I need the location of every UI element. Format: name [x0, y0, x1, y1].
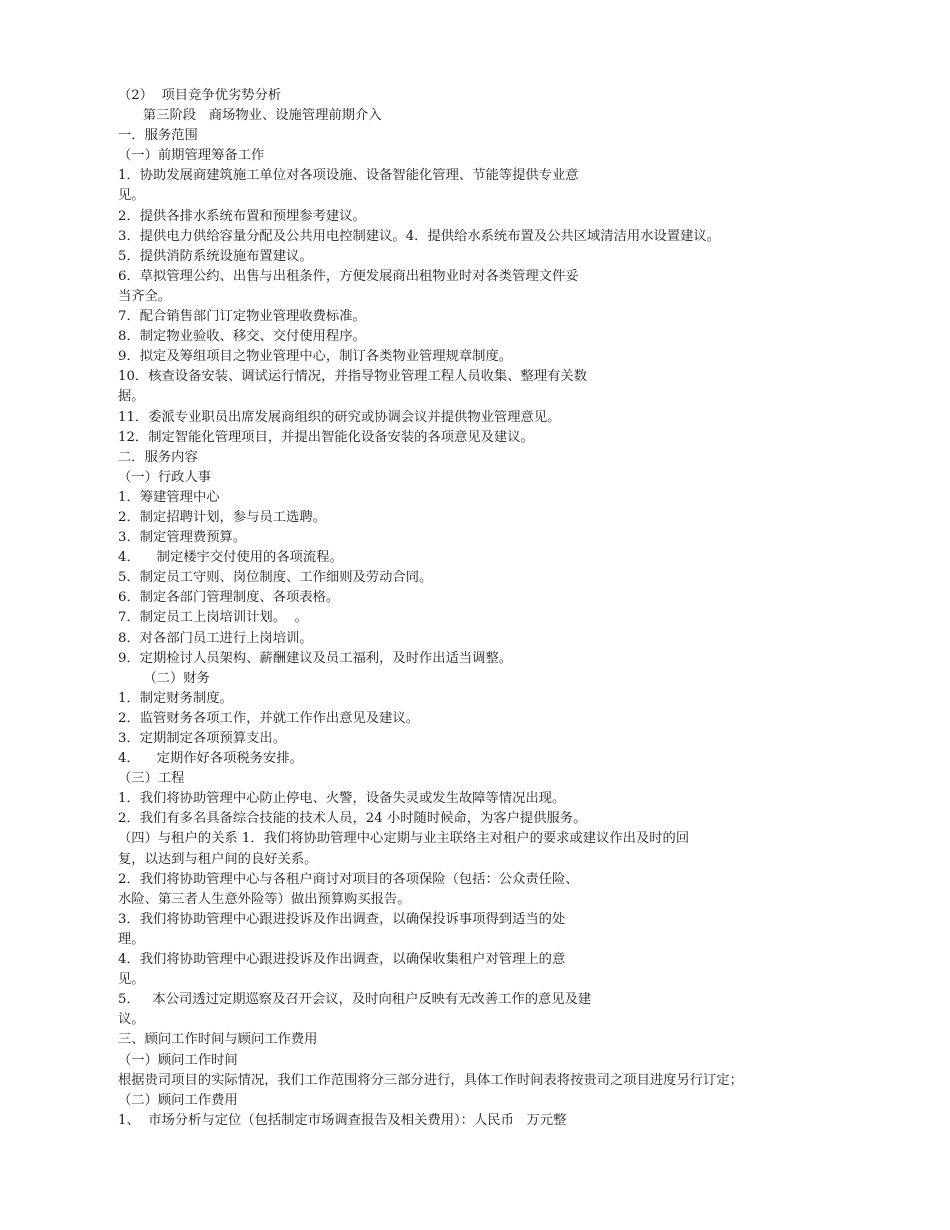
line-subsection-heading: （四）与租户的关系 1．我们将协助管理中心定期与业主联络主对租户的要求或建议作出及时的回: [118, 831, 690, 847]
line-continuation: 理。: [118, 931, 145, 947]
line-list-item: 5．制定员工守则、岗位制度、工作细则及劳动合同。: [118, 570, 433, 586]
line-list-item: 9．拟定及筹组项目之物业管理中心，制订各类物业管理规章制度。: [118, 349, 513, 365]
line-list-item: 1．我们将协助管理中心防止停电、火警，设备失灵或发生故障等情况出现。: [118, 791, 566, 807]
line-list-item: 2．提供各排水系统布置和预埋参考建议。: [118, 208, 366, 224]
line-list-item: 7．配合销售部门订定物业管理收费标准。: [118, 309, 366, 325]
line-list-item: 3．制定管理费预算。: [118, 530, 247, 546]
line-list-item: 3．提供电力供给容量分配及公共用电控制建议。4．提供给水系统布置及公共区域清洁用水设置建议。: [118, 228, 720, 244]
line-subsection-heading: （二）顾问工作费用: [118, 1092, 238, 1108]
line-continuation: 据。: [118, 389, 145, 405]
line-subsection-heading: （一）前期管理筹备工作: [118, 148, 265, 164]
line-list-item: 12．制定智能化管理项目，并提出智能化设备安装的各项意见及建议。: [118, 429, 534, 445]
line-paragraph: 根据贵司项目的实际情况，我们工作范围将分三部分进行，具体工作时间表将按贵司之项目进度另行订定；: [118, 1072, 743, 1088]
line-continuation: 水险、第三者人生意外险等）做出预算购买报告。: [118, 891, 411, 907]
line-list-item: 10．核查设备安装、调试运行情况，并指导物业管理工程人员收集、整理有关数: [118, 369, 588, 385]
line-continuation: 见。: [118, 188, 145, 204]
line-list-item: 3．定期制定各项预算支出。: [118, 731, 287, 746]
line-list-item: 6．草拟管理公约、出售与出租条件，方便发展商出租物业时对各类管理文件妥: [118, 268, 579, 284]
line-list-item: 6．制定各部门管理制度、各项表格。: [118, 590, 340, 606]
line-continuation: 见。: [118, 972, 145, 988]
line-continuation: 当齐全。: [118, 288, 172, 304]
line-continuation: 复，以达到与租户间的良好关系。: [118, 851, 318, 867]
line-subsection-heading: （一）顾问工作时间: [118, 1052, 238, 1068]
line-phase-title: 第三阶段 商场物业、设施管理前期介入: [126, 108, 382, 124]
line-list-item: 8．对各部门员工进行上岗培训。: [118, 630, 313, 646]
line-subsection-heading: （2） 项目竞争优劣势分析: [118, 88, 282, 103]
line-subsection-heading: （二）财务: [118, 670, 210, 686]
line-list-item: 5． 本公司透过定期巡察及召开会议，及时向租户反映有无改善工作的意见及建: [118, 992, 592, 1008]
line-list-item: 3．我们将协助管理中心跟进投诉及作出调查，以确保投诉事项得到适当的处: [118, 911, 566, 927]
line-list-item: 2．监管财务各项工作，并就工作作出意见及建议。: [118, 710, 419, 726]
line-subsection-heading: （一）行政人事: [118, 469, 212, 485]
line-list-item: 2．我们有多名具备综合技能的技术人员，24 小时随时候命，为客户提供服务。: [118, 811, 587, 827]
line-section-heading: 二．服务内容: [118, 449, 198, 465]
document-body: [118, 86, 848, 1131]
line-list-item: 1．筹建管理中心: [118, 489, 220, 505]
line-list-item: 1、 市场分析与定位（包括制定市场调查报告及相关费用）：人民币 万元整: [118, 1112, 567, 1128]
line-section-heading: 三、顾问工作时间与顾问工作费用: [118, 1032, 318, 1048]
line-list-item: 2．制定招聘计划，参与员工选聘。: [118, 509, 326, 525]
line-list-item: 2．我们将协助管理中心与各租户商讨对项目的各项保险（包括：公众责任险、: [118, 871, 579, 887]
line-list-item: 11．委派专业职员出席发展商组织的研究或协调会议并提供物业管理意见。: [118, 409, 561, 425]
line-list-item: 7．制定员工上岗培训计划。 。: [118, 610, 308, 626]
line-list-item: 1．协助发展商建筑施工单位对各项设施、设备智能化管理、节能等提供专业意: [118, 168, 579, 184]
line-list-item: 4．我们将协助管理中心跟进投诉及作出调查，以确保收集租户对管理上的意: [118, 952, 566, 968]
line-section-heading: 一．服务范围: [118, 128, 198, 144]
line-list-item: 8．制定物业验收、移交、交付使用程序。: [118, 329, 366, 345]
line-list-item: 1．制定财务制度。: [118, 690, 233, 706]
line-list-item: 5．提供消防系统设施布置建议。: [118, 248, 313, 264]
line-list-item: 4． 定期作好各项税务安排。: [118, 751, 303, 767]
line-subsection-heading: （三）工程: [118, 771, 185, 787]
line-continuation: 议。: [118, 1012, 145, 1028]
line-list-item: 9．定期检讨人员架构、薪酬建议及员工福利，及时作出适当调整。: [118, 650, 513, 666]
line-list-item: 4． 制定楼宇交付使用的各项流程。: [118, 550, 343, 566]
